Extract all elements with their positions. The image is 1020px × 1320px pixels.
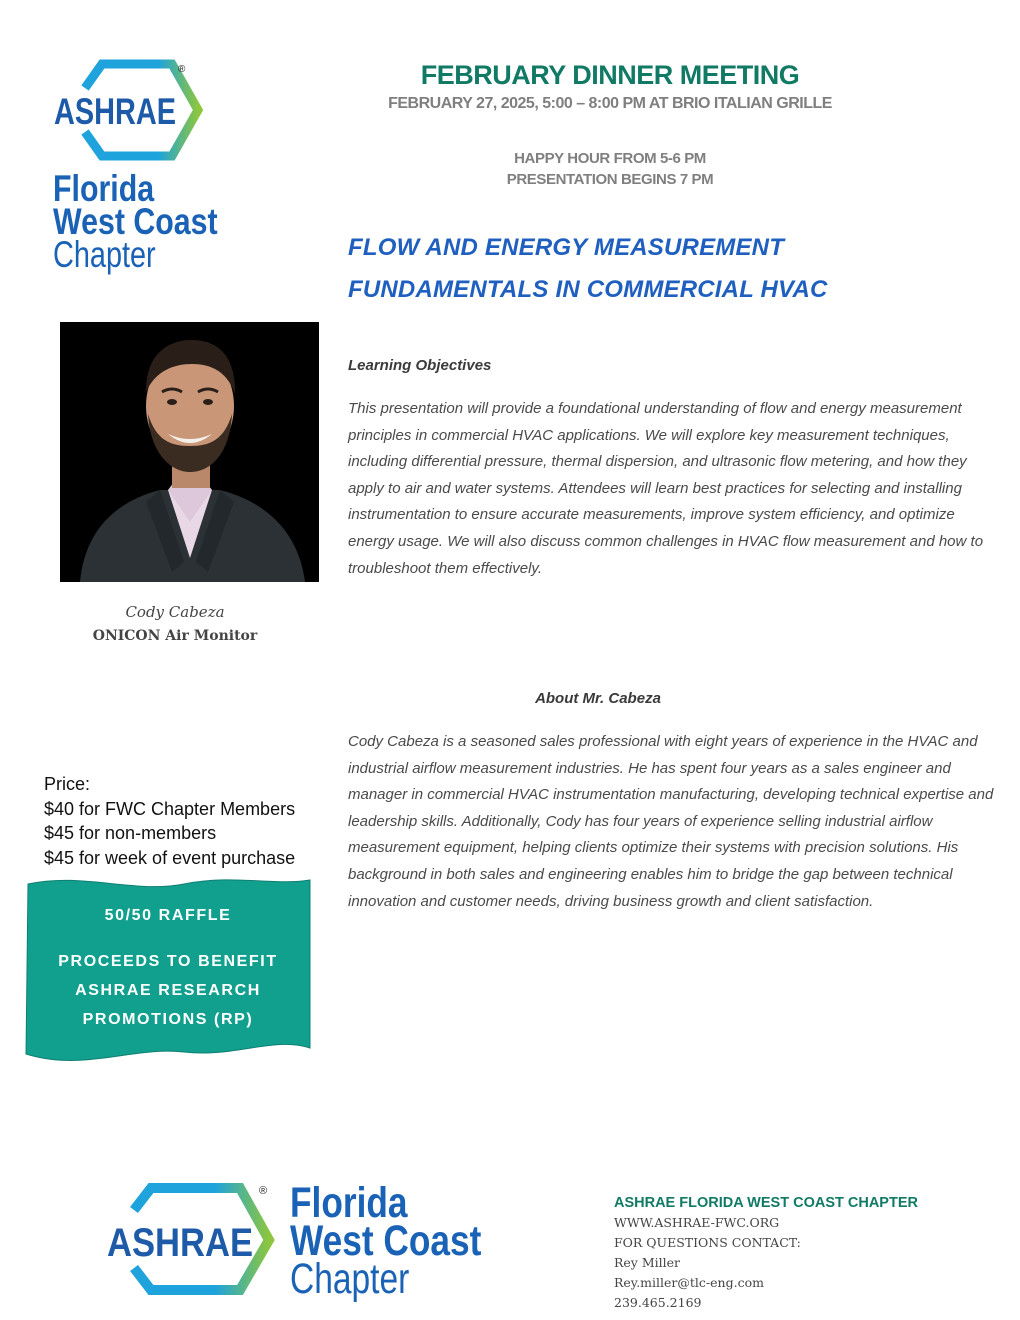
raffle-line1: PROCEEDS TO BENEFIT <box>58 953 278 970</box>
ashrae-hexagon-icon <box>50 58 240 168</box>
logo-bottom-florida: Florida <box>290 1179 408 1227</box>
price-non-members: $45 for non-members <box>44 823 217 843</box>
about-heading: About Mr. Cabeza <box>535 690 661 707</box>
logo-bottom-chapter: Chapter <box>290 1255 410 1303</box>
contact-email[interactable]: Rey.miller@tlc-eng.com <box>614 1275 764 1290</box>
price-info <box>44 772 314 870</box>
contact-block <box>614 1195 974 1313</box>
logo-bottom-west-coast: West Coast <box>290 1217 482 1265</box>
speaker-name: Cody Cabeza <box>125 603 225 621</box>
price-label: Price: <box>44 774 91 794</box>
raffle-banner <box>24 876 312 1066</box>
svg-text:ASHRAE: ASHRAE <box>107 1221 253 1265</box>
speaker-organization: ONICON Air Monitor <box>92 628 258 644</box>
speaker-photo <box>60 322 319 582</box>
talk-title <box>348 227 968 311</box>
meeting-title: FEBRUARY DINNER MEETING <box>420 60 800 90</box>
about-body: Cody Cabeza is a seasoned sales professional with eight years of experience in the HVAC and industrial airflow measurement industries. He has spent four years as a sales engineer and manager in commercial HVAC instrumentation manufacturing, developing technical expertise and leadership skills. Additionally, Cody has four years of experience selling industrial airflow measurement equipment, helping clients optimize their systems with precision solutions. His background in both sales and engineering enables him to bridge the gap between technical innovation and customer needs, driving business growth and client satisfaction. <box>348 733 994 910</box>
contact-name: Rey Miller <box>614 1255 681 1270</box>
learning-objectives-heading: Learning Objectives <box>348 357 492 374</box>
meeting-date: FEBRUARY 27, 2025, 5:00 – 8:00 PM AT BRIO ITALIAN GRILLE <box>388 95 832 112</box>
contact-website[interactable]: WWW.ASHRAE-FWC.ORG <box>614 1215 780 1230</box>
chapter-logo-top <box>50 58 240 278</box>
contact-phone: 239.465.2169 <box>614 1295 702 1310</box>
learning-objectives-body: This presentation will provide a foundational understanding of flow and energy measurement principles in commercial HVAC applications. We will explore key measurement techniques, including differential pressure, thermal dispersion, and ultrasonic flow metering, and how they apply to air and water systems. Attendees will learn best practices for selecting and installing instrumentation to ensure accurate measurements, improve system efficiency, and optimize energy usage. We will also discuss common challenges in HVAC flow measurement and how to troubleshoot them effectively. <box>348 400 984 577</box>
talk-title-line2: FUNDAMENTALS IN COMMERCIAL HVAC <box>348 276 828 303</box>
logo-chapter: Chapter <box>53 234 156 275</box>
logo-florida: Florida <box>53 168 155 209</box>
contact-questions-label: FOR QUESTIONS CONTACT: <box>614 1235 801 1250</box>
svg-text:ASHRAE: ASHRAE <box>54 91 176 132</box>
registered-mark-bottom: ® <box>259 1185 268 1197</box>
schedule-info <box>340 148 880 190</box>
happy-hour-line: HAPPY HOUR FROM 5-6 PM <box>514 150 706 167</box>
speaker-portrait-image <box>60 322 319 582</box>
raffle-title: 50/50 RAFFLE <box>104 907 232 924</box>
chapter-logo-bottom <box>104 1180 524 1305</box>
ashrae-hexagon-icon-bottom <box>104 1180 294 1305</box>
presentation-line: PRESENTATION BEGINS 7 PM <box>506 171 714 188</box>
raffle-line3: PROMOTIONS (RP) <box>82 1011 254 1028</box>
raffle-line2: ASHRAE RESEARCH <box>75 982 261 999</box>
price-week-of: $45 for week of event purchase <box>44 847 296 868</box>
raffle-banner-shape <box>24 876 312 1066</box>
talk-title-line1: FLOW AND ENERGY MEASUREMENT <box>348 234 785 261</box>
price-members: $40 for FWC Chapter Members <box>44 798 296 819</box>
logo-west-coast: West Coast <box>53 201 218 242</box>
contact-title: ASHRAE FLORIDA WEST COAST CHAPTER <box>614 1195 918 1211</box>
registered-mark: ® <box>178 64 186 75</box>
